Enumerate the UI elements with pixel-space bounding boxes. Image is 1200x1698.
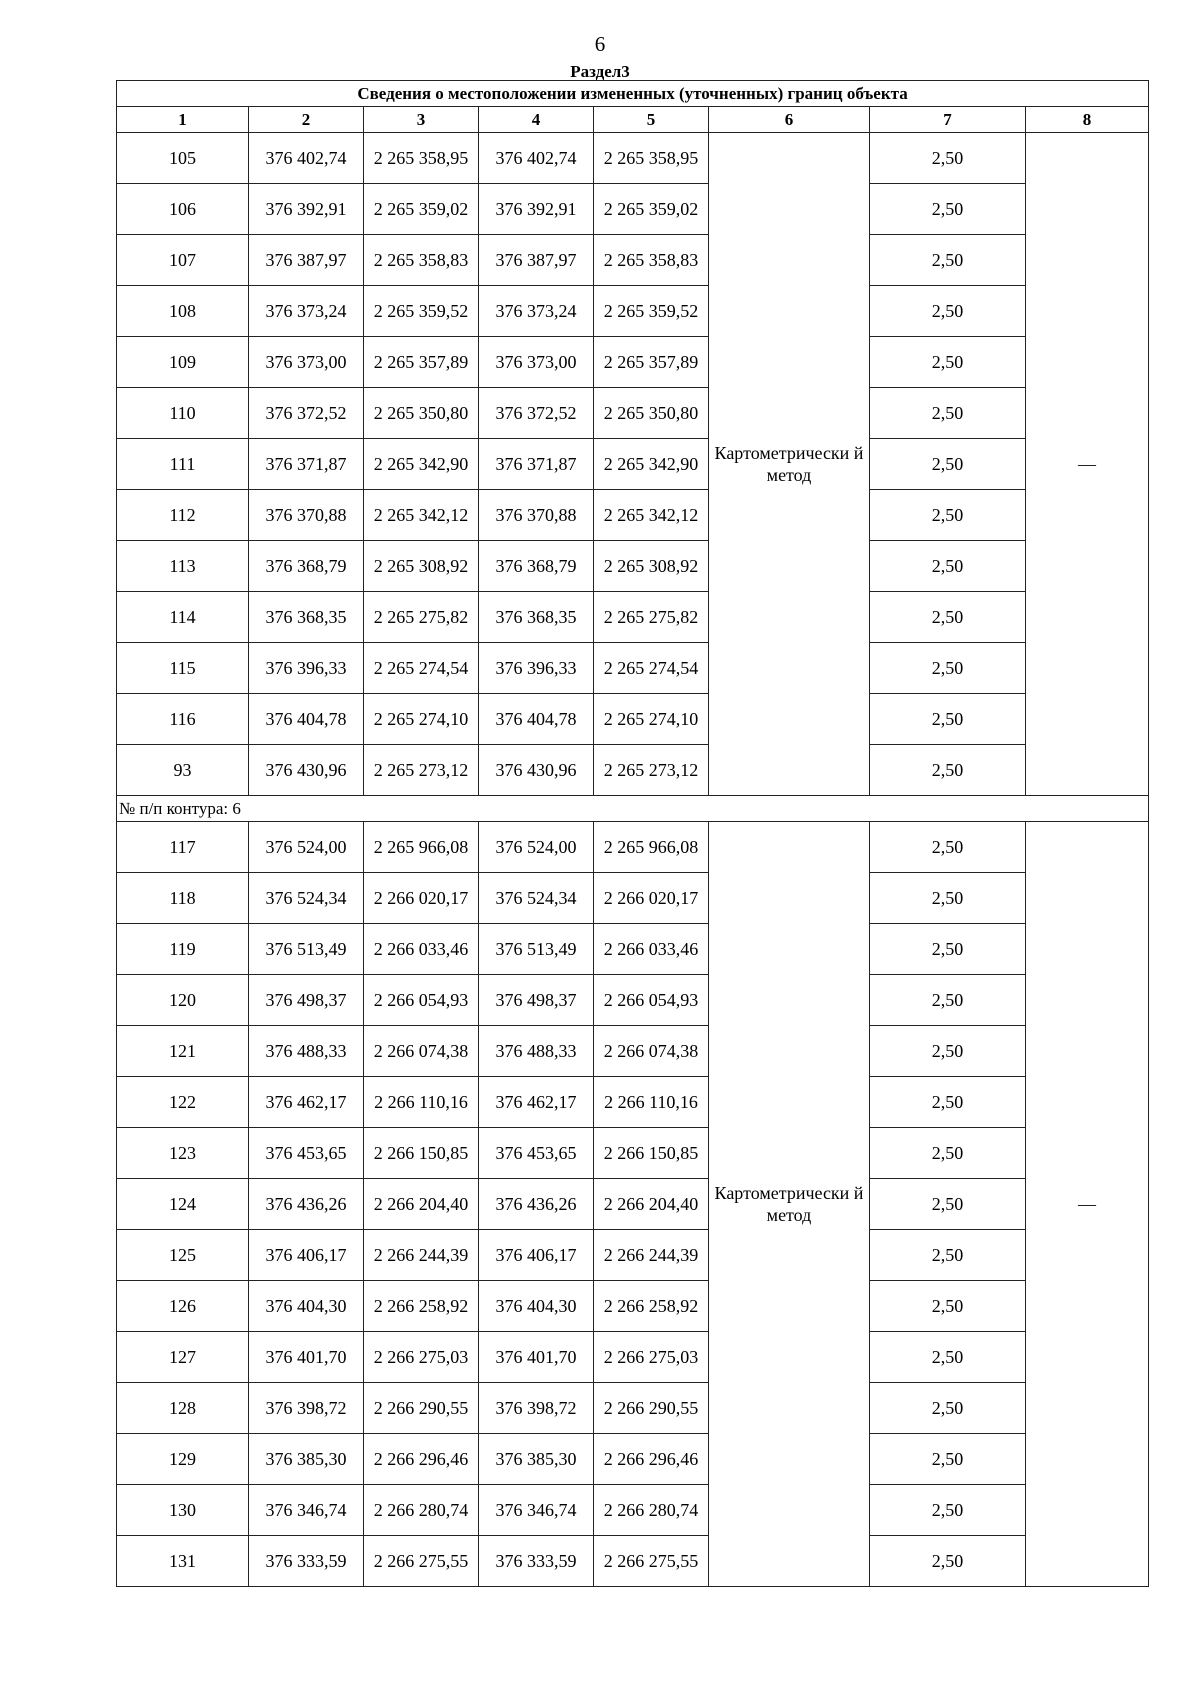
- coordinate-x-existing: 376 453,65: [249, 1128, 364, 1179]
- coordinate-y-existing: 2 265 273,12: [364, 745, 479, 796]
- accuracy-value: 2,50: [870, 1434, 1026, 1485]
- table-header-row: [117, 107, 1149, 133]
- table-row: [117, 1128, 1149, 1179]
- coordinate-x-existing: 376 430,96: [249, 745, 364, 796]
- table-row: [117, 1281, 1149, 1332]
- coordinate-y-existing: 2 266 074,38: [364, 1026, 479, 1077]
- point-number: 110: [117, 388, 249, 439]
- coordinate-x-existing: 376 371,87: [249, 439, 364, 490]
- point-number: 119: [117, 924, 249, 975]
- coordinate-y-refined: 2 265 273,12: [594, 745, 709, 796]
- accuracy-value: 2,50: [870, 439, 1026, 490]
- point-number: 129: [117, 1434, 249, 1485]
- coordinate-y-existing: 2 266 290,55: [364, 1383, 479, 1434]
- accuracy-value: 2,50: [870, 975, 1026, 1026]
- coordinate-x-refined: 376 430,96: [479, 745, 594, 796]
- point-number: 122: [117, 1077, 249, 1128]
- accuracy-value: 2,50: [870, 235, 1026, 286]
- coordinate-x-refined: 376 401,70: [479, 1332, 594, 1383]
- table-row: [117, 1434, 1149, 1485]
- coordinate-y-existing: 2 265 350,80: [364, 388, 479, 439]
- coordinate-x-existing: 376 498,37: [249, 975, 364, 1026]
- accuracy-value: 2,50: [870, 337, 1026, 388]
- coordinate-y-refined: 2 266 244,39: [594, 1230, 709, 1281]
- accuracy-value: 2,50: [870, 745, 1026, 796]
- coordinate-x-refined: 376 406,17: [479, 1230, 594, 1281]
- point-number: 130: [117, 1485, 249, 1536]
- column-header: 2: [249, 107, 364, 133]
- coordinate-y-refined: 2 265 342,90: [594, 439, 709, 490]
- coordinate-y-refined: 2 265 358,95: [594, 133, 709, 184]
- coordinate-x-refined: 376 373,00: [479, 337, 594, 388]
- contour-label: № п/п контура: 6: [117, 796, 1149, 822]
- coordinate-x-refined: 376 498,37: [479, 975, 594, 1026]
- coordinate-y-existing: 2 265 342,12: [364, 490, 479, 541]
- point-number: 106: [117, 184, 249, 235]
- section-title: Раздел3: [570, 62, 630, 81]
- coordinate-y-refined: 2 266 150,85: [594, 1128, 709, 1179]
- accuracy-value: 2,50: [870, 388, 1026, 439]
- point-number: 113: [117, 541, 249, 592]
- coordinate-y-existing: 2 266 204,40: [364, 1179, 479, 1230]
- accuracy-value: 2,50: [870, 184, 1026, 235]
- accuracy-value: 2,50: [870, 1536, 1026, 1587]
- page-number: 6: [594, 32, 606, 56]
- coordinate-x-existing: 376 373,24: [249, 286, 364, 337]
- coordinate-x-existing: 376 346,74: [249, 1485, 364, 1536]
- coordinate-x-existing: 376 524,34: [249, 873, 364, 924]
- point-number: 109: [117, 337, 249, 388]
- coordinate-x-existing: 376 392,91: [249, 184, 364, 235]
- column-header: 3: [364, 107, 479, 133]
- coordinate-y-refined: 2 265 359,02: [594, 184, 709, 235]
- coordinate-y-existing: 2 265 357,89: [364, 337, 479, 388]
- coordinate-y-refined: 2 265 358,83: [594, 235, 709, 286]
- coordinate-x-refined: 376 372,52: [479, 388, 594, 439]
- coordinate-x-existing: 376 372,52: [249, 388, 364, 439]
- coordinate-y-existing: 2 265 966,08: [364, 822, 479, 873]
- point-number: 107: [117, 235, 249, 286]
- coordinate-y-refined: 2 265 274,54: [594, 643, 709, 694]
- table-row: [117, 235, 1149, 286]
- point-number: 131: [117, 1536, 249, 1587]
- point-number: 125: [117, 1230, 249, 1281]
- coordinate-x-refined: 376 392,91: [479, 184, 594, 235]
- accuracy-value: 2,50: [870, 1230, 1026, 1281]
- accuracy-value: 2,50: [870, 1383, 1026, 1434]
- table-row: [117, 439, 1149, 490]
- boundary-table: [116, 80, 1149, 1587]
- coordinate-y-existing: 2 265 274,10: [364, 694, 479, 745]
- coordinate-y-existing: 2 265 358,95: [364, 133, 479, 184]
- accuracy-value: 2,50: [870, 1485, 1026, 1536]
- coordinate-y-existing: 2 265 359,52: [364, 286, 479, 337]
- coordinate-y-refined: 2 266 258,92: [594, 1281, 709, 1332]
- accuracy-value: 2,50: [870, 541, 1026, 592]
- accuracy-value: 2,50: [870, 1281, 1026, 1332]
- coordinate-x-existing: 376 462,17: [249, 1077, 364, 1128]
- table-row: [117, 286, 1149, 337]
- table-row: [117, 490, 1149, 541]
- point-number: 112: [117, 490, 249, 541]
- point-number: 128: [117, 1383, 249, 1434]
- accuracy-value: 2,50: [870, 133, 1026, 184]
- table-row: [117, 975, 1149, 1026]
- coordinate-x-existing: 376 524,00: [249, 822, 364, 873]
- coordinate-y-existing: 2 266 020,17: [364, 873, 479, 924]
- coordinate-y-refined: 2 266 033,46: [594, 924, 709, 975]
- coordinate-x-refined: 376 346,74: [479, 1485, 594, 1536]
- table-row: [117, 1383, 1149, 1434]
- coordinate-y-refined: 2 265 342,12: [594, 490, 709, 541]
- point-number: 124: [117, 1179, 249, 1230]
- column-header: 4: [479, 107, 594, 133]
- coordinate-y-existing: 2 266 110,16: [364, 1077, 479, 1128]
- accuracy-value: 2,50: [870, 924, 1026, 975]
- column-header: 5: [594, 107, 709, 133]
- point-number: 127: [117, 1332, 249, 1383]
- coordinate-y-existing: 2 265 358,83: [364, 235, 479, 286]
- column-header: 1: [117, 107, 249, 133]
- table-row: [117, 643, 1149, 694]
- table-row: [117, 388, 1149, 439]
- accuracy-value: 2,50: [870, 643, 1026, 694]
- coordinate-y-existing: 2 266 150,85: [364, 1128, 479, 1179]
- table-row: [117, 337, 1149, 388]
- coordinate-y-refined: 2 266 054,93: [594, 975, 709, 1026]
- coordinate-y-existing: 2 266 033,46: [364, 924, 479, 975]
- coordinate-y-existing: 2 266 296,46: [364, 1434, 479, 1485]
- table-row: [117, 1536, 1149, 1587]
- contour-label-row: [117, 796, 1149, 822]
- coordinate-y-existing: 2 266 258,92: [364, 1281, 479, 1332]
- coordinate-x-refined: 376 404,30: [479, 1281, 594, 1332]
- coordinate-y-refined: 2 266 110,16: [594, 1077, 709, 1128]
- coordinate-x-existing: 376 385,30: [249, 1434, 364, 1485]
- coordinate-x-refined: 376 396,33: [479, 643, 594, 694]
- coordinate-x-refined: 376 371,87: [479, 439, 594, 490]
- coordinate-y-existing: 2 265 359,02: [364, 184, 479, 235]
- coordinate-y-refined: 2 266 280,74: [594, 1485, 709, 1536]
- coordinate-x-refined: 376 370,88: [479, 490, 594, 541]
- point-number: 123: [117, 1128, 249, 1179]
- coordinate-x-existing: 376 401,70: [249, 1332, 364, 1383]
- coordinate-y-refined: 2 265 357,89: [594, 337, 709, 388]
- table-row: [117, 1026, 1149, 1077]
- coordinate-y-existing: 2 265 308,92: [364, 541, 479, 592]
- coordinate-x-existing: 376 368,35: [249, 592, 364, 643]
- coordinate-y-existing: 2 266 054,93: [364, 975, 479, 1026]
- table-row: [117, 1077, 1149, 1128]
- coordinate-x-existing: 376 370,88: [249, 490, 364, 541]
- accuracy-value: 2,50: [870, 1026, 1026, 1077]
- coordinate-x-refined: 376 524,00: [479, 822, 594, 873]
- method-cell: Картометрически й метод: [709, 822, 870, 1587]
- table-row: [117, 745, 1149, 796]
- coordinate-x-refined: 376 524,34: [479, 873, 594, 924]
- coordinate-x-refined: 376 453,65: [479, 1128, 594, 1179]
- method-cell: Картометрически й метод: [709, 133, 870, 796]
- point-number: 126: [117, 1281, 249, 1332]
- coordinate-y-refined: 2 266 290,55: [594, 1383, 709, 1434]
- point-number: 117: [117, 822, 249, 873]
- coordinate-y-existing: 2 266 244,39: [364, 1230, 479, 1281]
- coordinate-x-existing: 376 368,79: [249, 541, 364, 592]
- coordinate-x-existing: 376 396,33: [249, 643, 364, 694]
- coordinate-x-refined: 376 402,74: [479, 133, 594, 184]
- point-number: 116: [117, 694, 249, 745]
- coordinate-y-refined: 2 265 966,08: [594, 822, 709, 873]
- accuracy-value: 2,50: [870, 1179, 1026, 1230]
- coordinate-x-refined: 376 333,59: [479, 1536, 594, 1587]
- accuracy-value: 2,50: [870, 592, 1026, 643]
- table-caption-row: [117, 81, 1149, 107]
- point-number: 114: [117, 592, 249, 643]
- table-row: [117, 1230, 1149, 1281]
- column-header: 6: [709, 107, 870, 133]
- coordinate-x-refined: 376 387,97: [479, 235, 594, 286]
- table-row: [117, 133, 1149, 184]
- point-number: 121: [117, 1026, 249, 1077]
- table-row: [117, 1485, 1149, 1536]
- coordinate-x-existing: 376 402,74: [249, 133, 364, 184]
- accuracy-value: 2,50: [870, 873, 1026, 924]
- coordinate-y-refined: 2 266 296,46: [594, 1434, 709, 1485]
- column-8-dash: —: [1026, 822, 1149, 1587]
- coordinate-y-existing: 2 265 274,54: [364, 643, 479, 694]
- table-row: [117, 822, 1149, 873]
- coordinate-x-existing: 376 513,49: [249, 924, 364, 975]
- coordinate-x-existing: 376 404,78: [249, 694, 364, 745]
- table-row: [117, 873, 1149, 924]
- coordinate-y-refined: 2 265 275,82: [594, 592, 709, 643]
- coordinate-x-existing: 376 373,00: [249, 337, 364, 388]
- coordinate-y-refined: 2 265 274,10: [594, 694, 709, 745]
- point-number: 120: [117, 975, 249, 1026]
- coordinate-x-refined: 376 368,79: [479, 541, 594, 592]
- coordinate-y-existing: 2 265 275,82: [364, 592, 479, 643]
- coordinate-x-existing: 376 404,30: [249, 1281, 364, 1332]
- table-caption: Сведения о местоположении измененных (уточненных) границ объекта: [117, 81, 1149, 107]
- accuracy-value: 2,50: [870, 1332, 1026, 1383]
- coordinate-y-refined: 2 266 074,38: [594, 1026, 709, 1077]
- accuracy-value: 2,50: [870, 1077, 1026, 1128]
- coordinate-x-refined: 376 436,26: [479, 1179, 594, 1230]
- point-number: 93: [117, 745, 249, 796]
- accuracy-value: 2,50: [870, 1128, 1026, 1179]
- coordinate-y-refined: 2 266 020,17: [594, 873, 709, 924]
- coordinate-x-refined: 376 513,49: [479, 924, 594, 975]
- coordinate-x-refined: 376 398,72: [479, 1383, 594, 1434]
- coordinate-y-refined: 2 266 204,40: [594, 1179, 709, 1230]
- column-header: 8: [1026, 107, 1149, 133]
- coordinate-y-refined: 2 265 308,92: [594, 541, 709, 592]
- point-number: 108: [117, 286, 249, 337]
- coordinate-x-refined: 376 368,35: [479, 592, 594, 643]
- coordinate-x-existing: 376 488,33: [249, 1026, 364, 1077]
- coordinate-x-existing: 376 436,26: [249, 1179, 364, 1230]
- coordinate-y-existing: 2 266 275,03: [364, 1332, 479, 1383]
- coordinate-y-existing: 2 265 342,90: [364, 439, 479, 490]
- table-row: [117, 1332, 1149, 1383]
- table-row: [117, 184, 1149, 235]
- table-row: [117, 592, 1149, 643]
- table-row: [117, 694, 1149, 745]
- point-number: 105: [117, 133, 249, 184]
- accuracy-value: 2,50: [870, 286, 1026, 337]
- coordinate-x-existing: 376 398,72: [249, 1383, 364, 1434]
- point-number: 115: [117, 643, 249, 694]
- coordinate-y-refined: 2 266 275,03: [594, 1332, 709, 1383]
- table-row: [117, 924, 1149, 975]
- coordinate-y-refined: 2 265 350,80: [594, 388, 709, 439]
- table-row: [117, 1179, 1149, 1230]
- coordinate-x-refined: 376 373,24: [479, 286, 594, 337]
- coordinate-x-refined: 376 462,17: [479, 1077, 594, 1128]
- column-8-dash: —: [1026, 133, 1149, 796]
- coordinate-x-existing: 376 387,97: [249, 235, 364, 286]
- coordinate-y-existing: 2 266 280,74: [364, 1485, 479, 1536]
- coordinate-y-refined: 2 266 275,55: [594, 1536, 709, 1587]
- point-number: 118: [117, 873, 249, 924]
- accuracy-value: 2,50: [870, 822, 1026, 873]
- table-row: [117, 541, 1149, 592]
- accuracy-value: 2,50: [870, 490, 1026, 541]
- coordinate-x-refined: 376 488,33: [479, 1026, 594, 1077]
- coordinate-y-refined: 2 265 359,52: [594, 286, 709, 337]
- coordinate-x-refined: 376 404,78: [479, 694, 594, 745]
- coordinate-x-existing: 376 406,17: [249, 1230, 364, 1281]
- coordinate-x-existing: 376 333,59: [249, 1536, 364, 1587]
- coordinate-y-existing: 2 266 275,55: [364, 1536, 479, 1587]
- column-header: 7: [870, 107, 1026, 133]
- accuracy-value: 2,50: [870, 694, 1026, 745]
- point-number: 111: [117, 439, 249, 490]
- coordinate-x-refined: 376 385,30: [479, 1434, 594, 1485]
